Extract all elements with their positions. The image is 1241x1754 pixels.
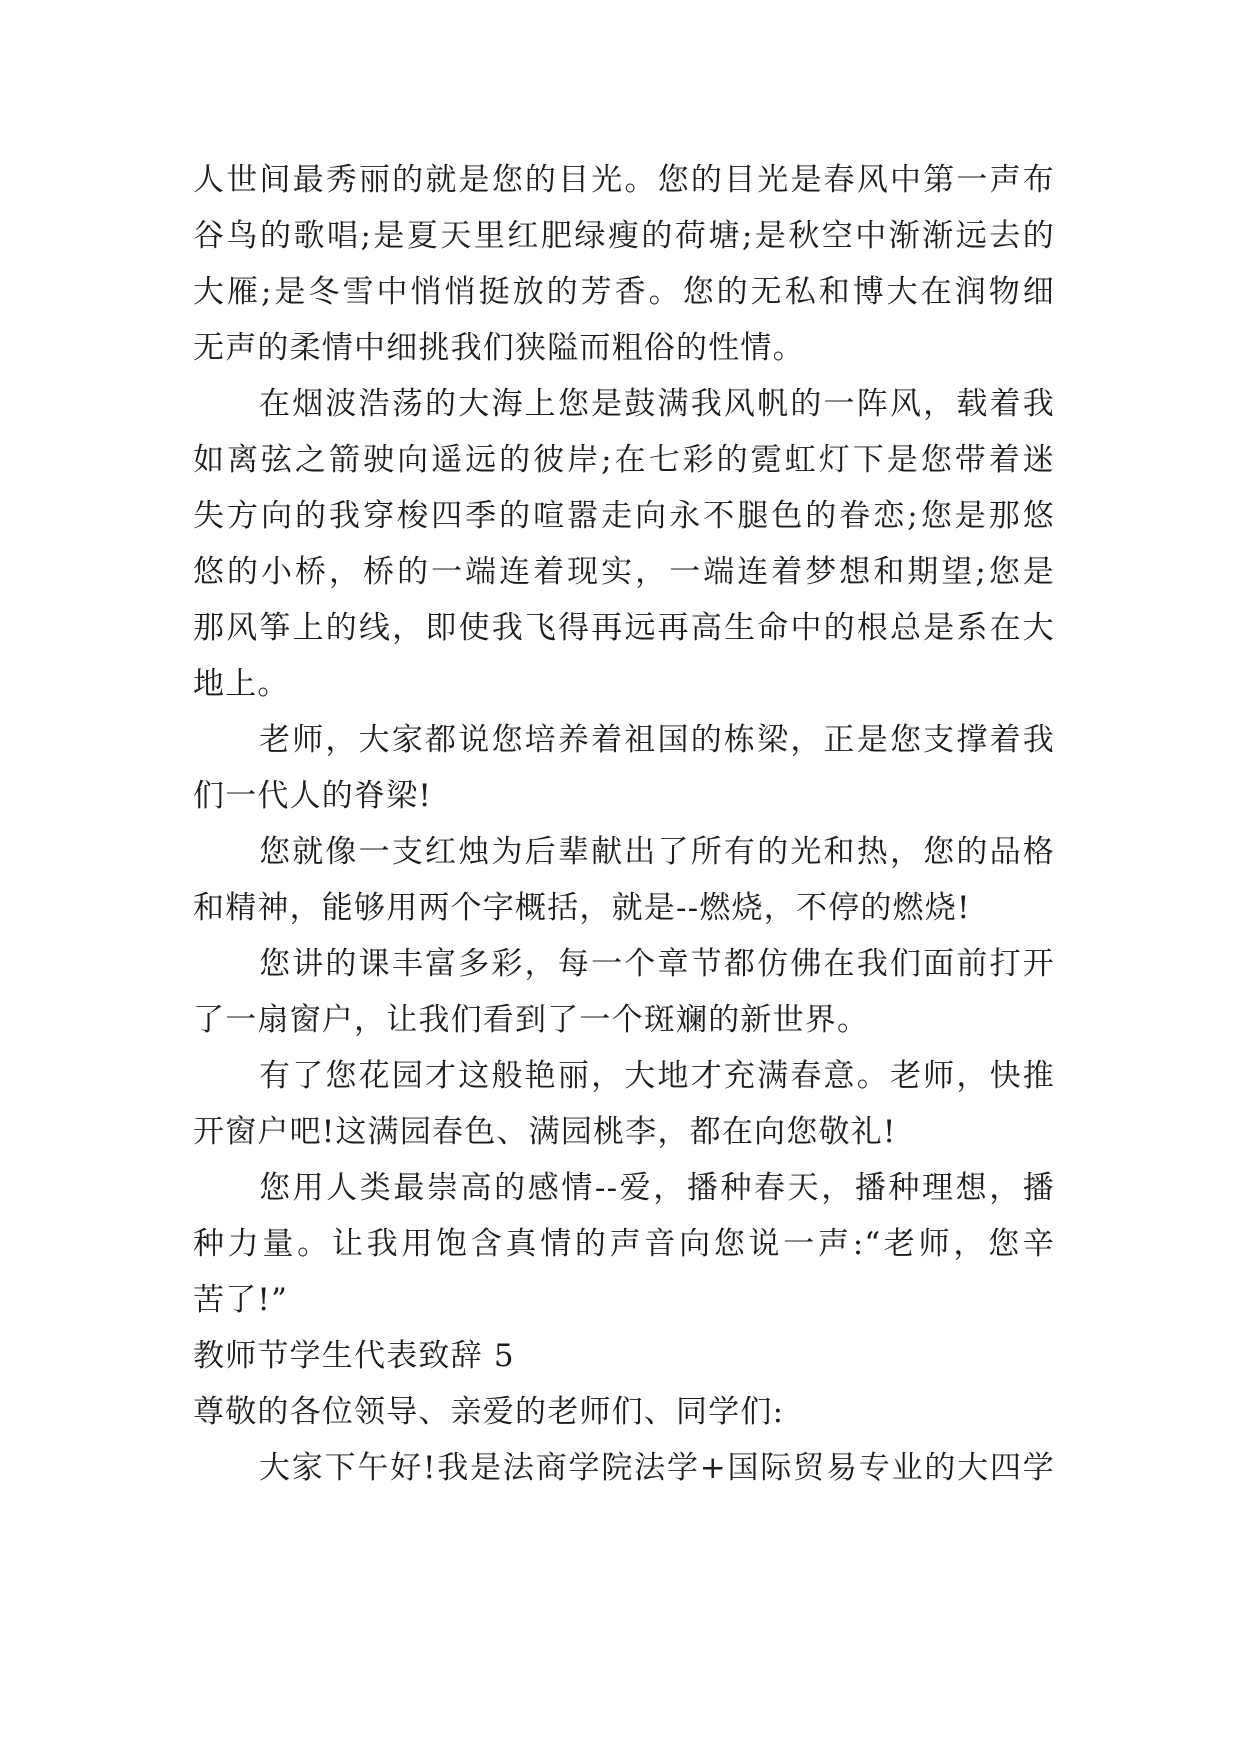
paragraph-line: 开窗户吧!这满园春色、满园桃李，都在向您敬礼! (193, 1114, 897, 1150)
paragraph-line: 苦了!” (193, 1282, 289, 1318)
paragraph-line: 大家下午好!我是法商学院法学+国际贸易专业的大四学 (259, 1450, 1055, 1486)
paragraph-line: 人世间最秀丽的就是您的目光。您的目光是春风中第一声布 (193, 162, 1055, 198)
paragraph-line: 如离弦之箭驶向遥远的彼岸;在七彩的霓虹灯下是您带着迷 (193, 442, 1055, 478)
paragraph-line: 那风筝上的线，即使我飞得再远再高生命中的根总是系在大 (193, 610, 1055, 646)
paragraph-line: 您就像一支红烛为后辈献出了所有的光和热，您的品格 (259, 834, 1055, 870)
paragraph-line: 悠的小桥，桥的一端连着现实，一端连着梦想和期望;您是 (193, 554, 1055, 590)
paragraph-line: 无声的柔情中细挑我们狭隘而粗俗的性情。 (193, 330, 805, 366)
section-heading: 教师节学生代表致辞 5 (193, 1338, 515, 1374)
paragraph-line: 大雁;是冬雪中悄悄挺放的芳香。您的无私和博大在润物细 (193, 274, 1055, 310)
paragraph-line: 地上。 (193, 666, 290, 702)
paragraph-line: 了一扇窗户，让我们看到了一个斑斓的新世界。 (193, 1002, 870, 1038)
paragraph-line: 老师，大家都说您培养着祖国的栋梁，正是您支撑着我 (259, 722, 1055, 758)
salutation-line: 尊敬的各位领导、亲爱的老师们、同学们: (193, 1394, 785, 1430)
paragraph-line: 失方向的我穿梭四季的喧嚣走向永不腿色的眷恋;您是那悠 (193, 498, 1055, 534)
paragraph-line: 您讲的课丰富多彩，每一个章节都仿佛在我们面前打开 (259, 946, 1055, 982)
paragraph-line: 种力量。让我用饱含真情的声音向您说一声:“老师，您辛 (193, 1226, 1055, 1262)
paragraph-line: 有了您花园才这般艳丽，大地才充满春意。老师，快推 (259, 1058, 1055, 1094)
paragraph-line: 谷鸟的歌唱;是夏天里红肥绿瘦的荷塘;是秋空中渐渐远去的 (193, 218, 1055, 254)
paragraph-line: 您用人类最崇高的感情--爱，播种春天，播种理想，播 (259, 1170, 1055, 1206)
paragraph-line: 在烟波浩荡的大海上您是鼓满我风帆的一阵风，载着我 (259, 386, 1055, 422)
paragraph-line: 和精神，能够用两个字概括，就是--燃烧，不停的燃烧! (193, 890, 971, 926)
paragraph-line: 们一代人的脊梁! (193, 778, 433, 814)
